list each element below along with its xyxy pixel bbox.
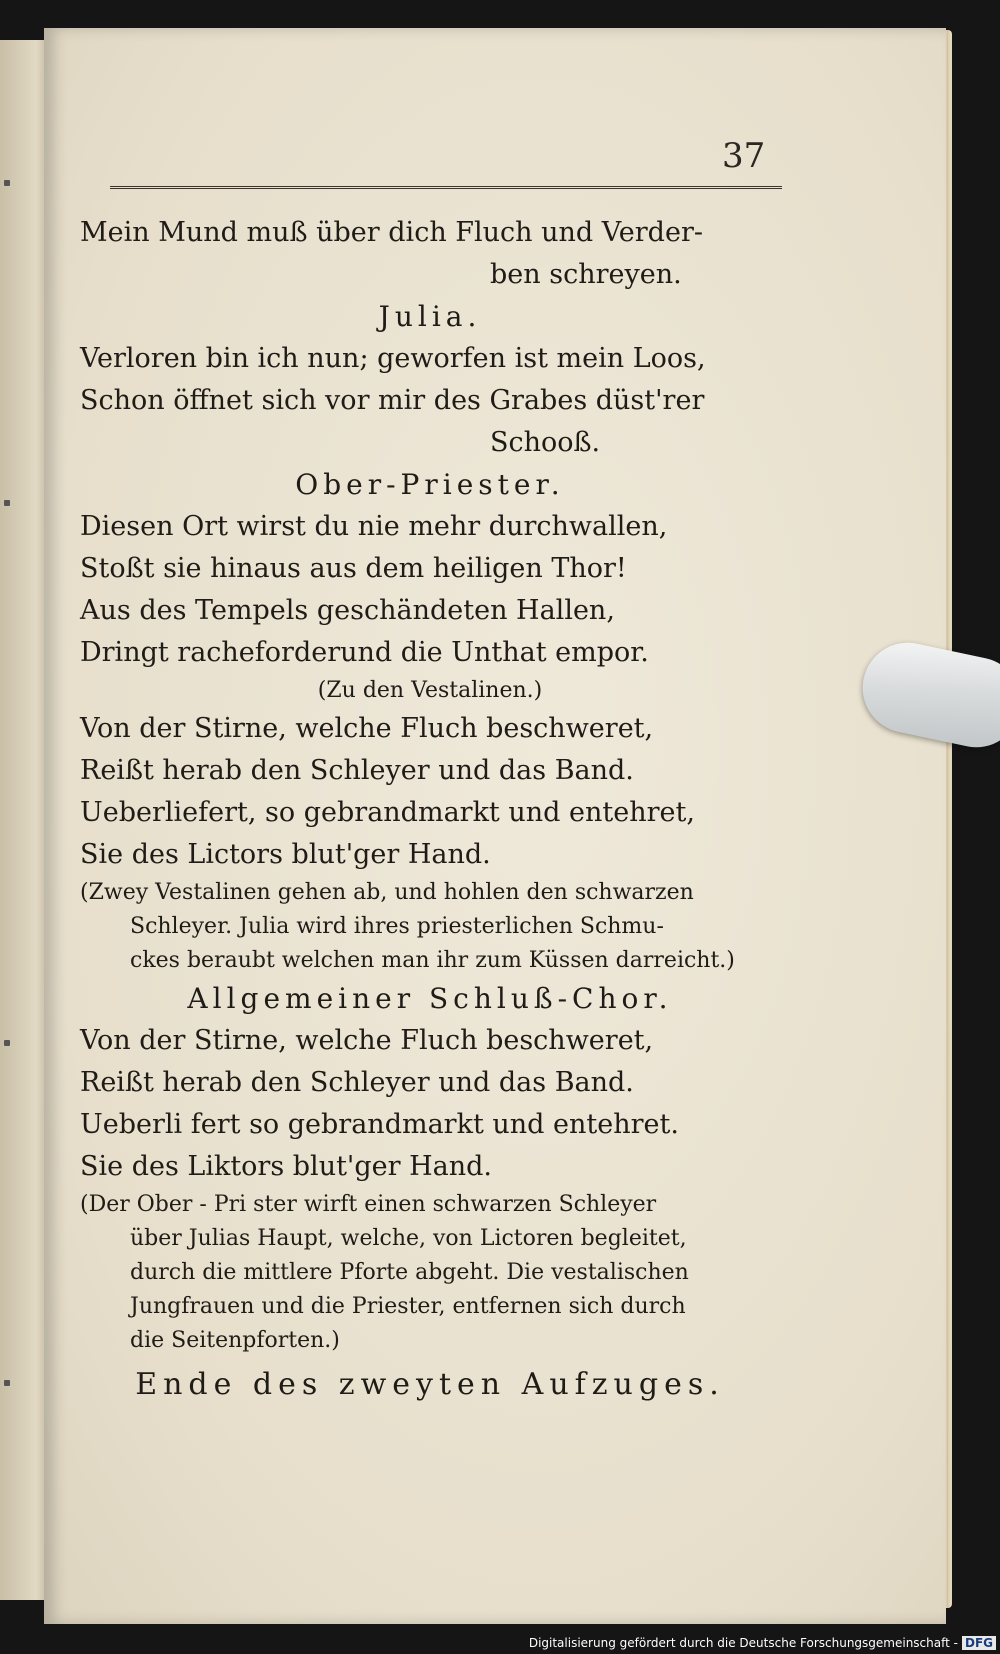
speaker-name: Julia.: [378, 300, 482, 333]
speaker-name: Allgemeiner Schluß-Chor.: [187, 982, 673, 1015]
page-mark: [4, 1040, 10, 1046]
stage-direction: (Zu den Vestalinen.): [317, 678, 543, 703]
verse-line: Ueberli fert so gebrandmarkt und entehret.: [80, 1109, 679, 1140]
stage-direction-continuation: durch die mittlere Pforte abgeht. Die vestalischen: [130, 1260, 689, 1285]
verse-line: Sie des Liktors blut'ger Hand.: [80, 1151, 493, 1182]
verse-line: Aus des Tempels geschändeten Hallen,: [80, 595, 615, 626]
verse-line: Reißt herab den Schleyer und das Band.: [80, 1067, 634, 1098]
verse-line-continuation: ben schreyen.: [490, 259, 682, 290]
verse-line: Stoßt sie hinaus aus dem heiligen Thor!: [80, 553, 627, 584]
verse-line: Schon öffnet sich vor mir des Grabes düst'rer: [80, 385, 705, 416]
page-number: 37: [722, 136, 766, 176]
page-mark: [4, 500, 10, 506]
act-end-line: Ende des zweyten Aufzuges.: [135, 1367, 725, 1402]
dfg-logo: DFG: [962, 1636, 996, 1650]
page-mark: [4, 180, 10, 186]
page-mark: [4, 1380, 10, 1386]
verse-line: Verloren bin ich nun; geworfen ist mein Loos,: [80, 343, 706, 374]
speaker-name: Ober-Priester.: [295, 468, 565, 501]
page-text: [80, 212, 780, 1406]
stage-direction: (Zwey Vestalinen gehen ab, und hohlen den schwarzen: [80, 880, 694, 905]
stage-direction-continuation: Schleyer. Julia wird ihres priesterlichen Schmu-: [130, 914, 664, 939]
verse-line: Reißt herab den Schleyer und das Band.: [80, 755, 634, 786]
footer-credit-text: Digitalisierung gefördert durch die Deutsche Forschungsgemeinschaft -: [528, 1636, 958, 1650]
verse-line: Ueberliefert, so gebrandmarkt und entehret,: [80, 797, 695, 828]
footer-credit: [0, 1636, 996, 1650]
verse-line: Dringt racheforderund die Unthat empor.: [80, 637, 649, 668]
verse-line: Diesen Ort wirst du nie mehr durchwallen,: [80, 511, 668, 542]
verse-line: Von der Stirne, welche Fluch beschweret,: [80, 1025, 654, 1056]
verse-line: Mein Mund muß über dich Fluch und Verder-: [80, 217, 703, 248]
verse-line-continuation: Schooß.: [490, 427, 601, 458]
stage-direction-continuation: die Seitenpforten.): [130, 1328, 340, 1353]
verse-line: Sie des Lictors blut'ger Hand.: [80, 839, 491, 870]
stage-direction-continuation: Jungfrauen und die Priester, entfernen sich durch: [130, 1294, 686, 1319]
verse-line: Von der Stirne, welche Fluch beschweret,: [80, 713, 654, 744]
stage-direction-continuation: ckes beraubt welchen man ihr zum Küssen darreicht.): [130, 948, 735, 973]
header-rule: [110, 186, 782, 189]
stage-direction: (Der Ober - Pri ster wirft einen schwarzen Schleyer: [80, 1192, 657, 1217]
stage-direction-continuation: über Julias Haupt, welche, von Lictoren begleitet,: [130, 1226, 687, 1251]
